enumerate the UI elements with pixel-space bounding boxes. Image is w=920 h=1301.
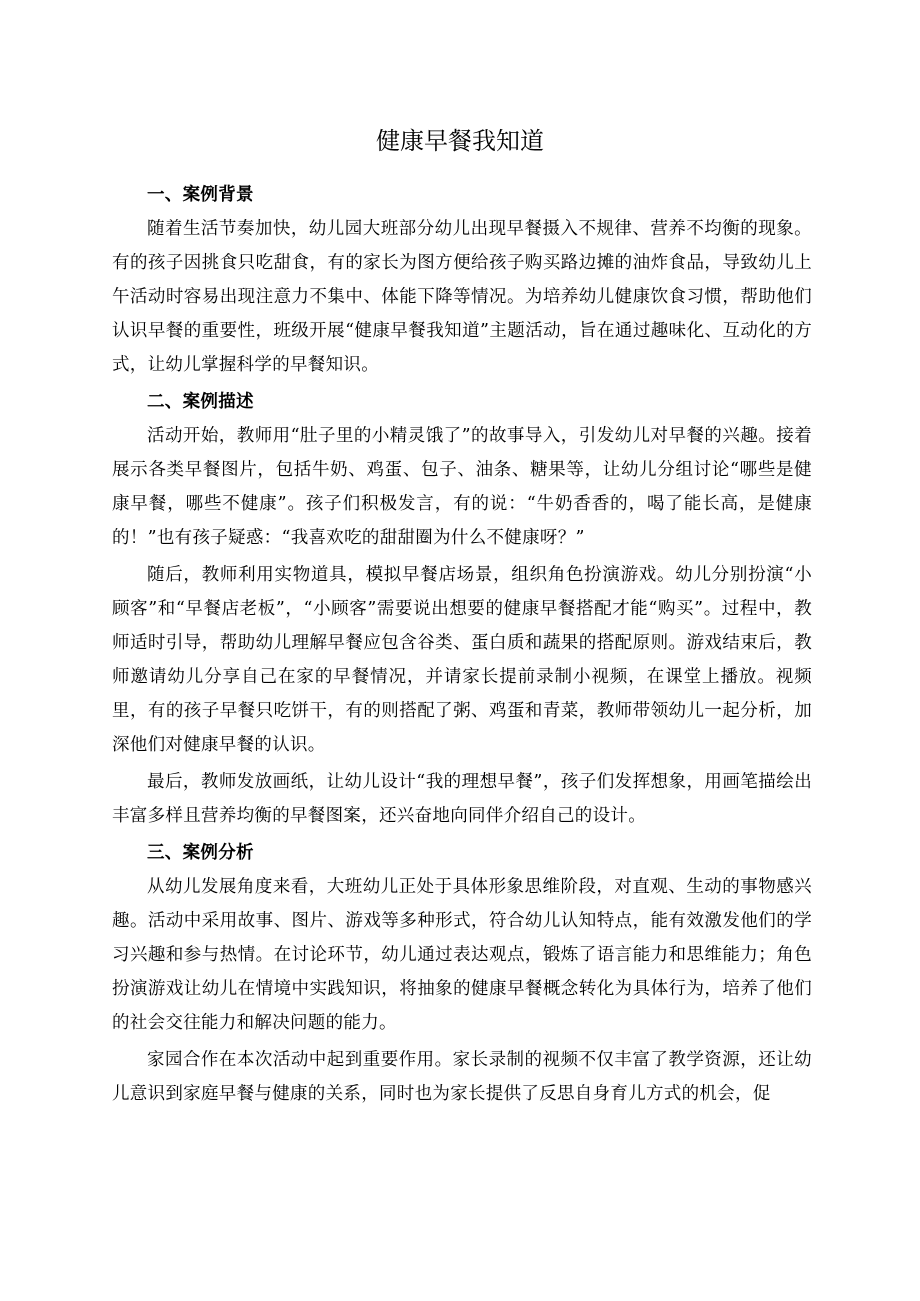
paragraph: 家园合作在本次活动中起到重要作用。家长录制的视频不仅丰富了教学资源，还让幼儿意识到家庭早餐与健康的关系，同时也为家长提供了反思自身育儿方式的机会，促: [112, 1050, 812, 1104]
section-description: [112, 385, 812, 833]
paragraph: 活动开始，教师用“肚子里的小精灵饿了”的故事导入，引发幼儿对早餐的兴趣。接着展示各类早餐图片，包括牛奶、鸡蛋、包子、油条、糖果等，让幼儿分组讨论“哪些是健康早餐，哪些不健康”。孩子们积极发言，有的说：“牛奶香香的，喝了能长高，是健康的！”也有孩子疑惑：“我喜欢吃的甜甜圈为什么不健康呀？”: [112, 426, 812, 548]
paragraph: 最后，教师发放画纸，让幼儿设计“我的理想早餐”，孩子们发挥想象，用画笔描绘出丰富多样且营养均衡的早餐图案，还兴奋地向同伴介绍自己的设计。: [112, 772, 812, 826]
paragraph: 随后，教师利用实物道具，模拟早餐店场景，组织角色扮演游戏。幼儿分别扮演“小顾客”和“早餐店老板”，“小顾客”需要说出想要的健康早餐搭配才能“购买”。过程中，教师适时引导，帮助幼儿理解早餐应包含谷类、蛋白质和蔬果的搭配原则。游戏结束后，教师邀请幼儿分享自己在家的早餐情况，并请家长提前录制小视频，在课堂上播放。视频里，有的孩子早餐只吃饼干，有的则搭配了粥、鸡蛋和青菜，教师带领幼儿一起分析，加深他们对健康早餐的认识。: [112, 565, 812, 755]
section-analysis: [112, 836, 812, 1111]
document-body: [112, 178, 812, 1111]
document-title: 健康早餐我知道: [376, 127, 544, 155]
paragraph: 随着生活节奏加快，幼儿园大班部分幼儿出现早餐摄入不规律、营养不均衡的现象。有的孩子因挑食只吃甜食，有的家长为图方便给孩子购买路边摊的油炸食品，导致幼儿上午活动时容易出现注意力不集中、体能下降等情况。为培养幼儿健康饮食习惯，帮助他们认识早餐的重要性，班级开展“健康早餐我知道”主题活动，旨在通过趣味化、互动化的方式，让幼儿掌握科学的早餐知识。: [112, 219, 812, 375]
section-heading: 三、案例分析: [147, 843, 254, 863]
paragraph: 从幼儿发展角度来看，大班幼儿正处于具体形象思维阶段，对直观、生动的事物感兴趣。活动中采用故事、图片、游戏等多种形式，符合幼儿认知特点，能有效激发他们的学习兴趣和参与热情。在讨论环节，幼儿通过表达观点，锻炼了语言能力和思维能力；角色扮演游戏让幼儿在情境中实践知识，将抽象的健康早餐概念转化为具体行为，培养了他们的社会交往能力和解决问题的能力。: [112, 877, 812, 1033]
section-heading: 二、案例描述: [147, 392, 254, 412]
section-background: [112, 178, 812, 382]
section-heading: 一、案例背景: [147, 185, 254, 205]
